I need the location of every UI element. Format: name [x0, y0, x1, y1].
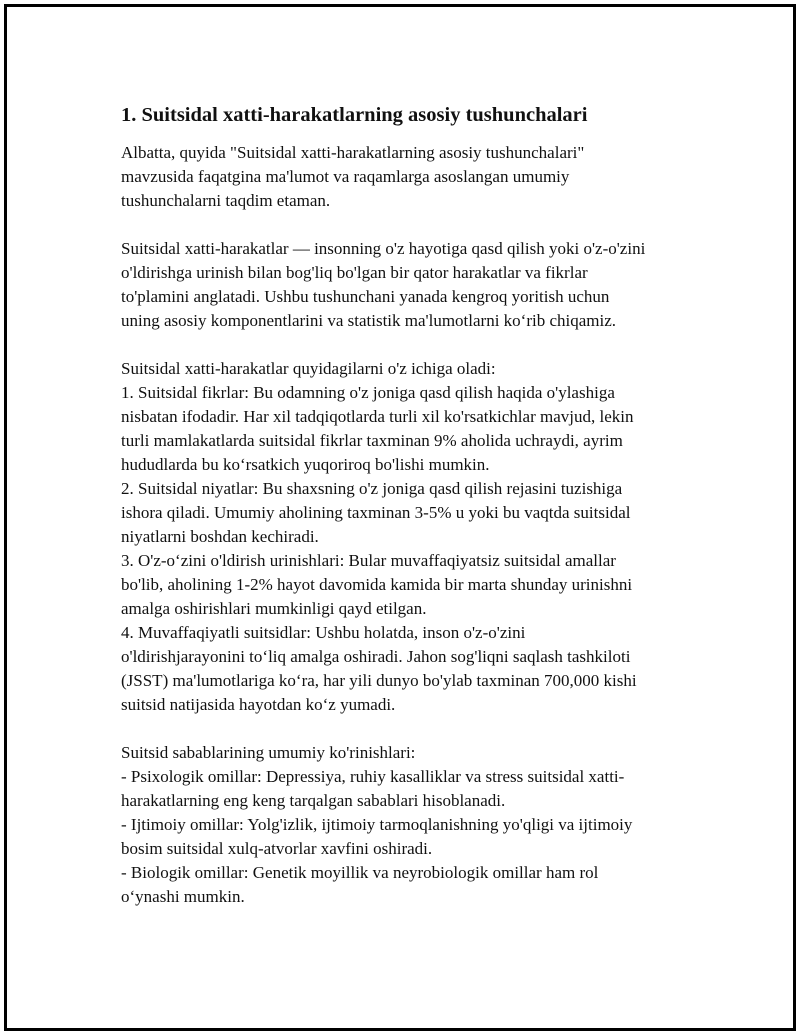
text-line: tushunchalarni taqdim etaman.: [121, 191, 331, 210]
text-line: mavzusida faqatgina ma'lumot va raqamlarga asoslangan umumiy: [121, 167, 570, 186]
text-line: turli mamlakatlarda suitsidal fikrlar taxminan 9% aholida uchraydi, ayrim: [121, 431, 623, 450]
components-paragraph: [121, 357, 701, 717]
paragraph-gap: [121, 213, 701, 237]
causes-paragraph: [121, 741, 701, 909]
text-line: o'ldirishga urinish bilan bog'liq bo'lgan bir qator harakatlar va fikrlar: [121, 263, 588, 282]
text-line: niyatlarni boshdan kechiradi.: [121, 527, 319, 546]
text-line: bo'lib, aholining 1-2% hayot davomida kamida bir marta shunday urinishni: [121, 575, 633, 594]
text-line: hududlarda bu ko‘rsatkich yuqoriroq bo'lishi mumkin.: [121, 455, 490, 474]
paragraph-gap: [121, 333, 701, 357]
page-frame: [4, 4, 796, 1031]
text-line: o‘ynashi mumkin.: [121, 887, 245, 906]
text-line: 1. Suitsidal fikrlar: Bu odamning o'z joniga qasd qilish haqida o'ylashiga: [121, 383, 615, 402]
document-title: 1. Suitsidal xatti-harakatlarning asosiy tushunchalari: [121, 104, 588, 126]
text-line: - Biologik omillar: Genetik moyillik va neyrobiologik omillar ham rol: [121, 863, 599, 882]
text-line: bosim suitsidal xulq-atvorlar xavfini oshiradi.: [121, 839, 433, 858]
paragraph-gap: [121, 717, 701, 741]
document-content: [121, 101, 701, 909]
text-line: (JSST) ma'lumotlariga ko‘ra, har yili dunyo bo'ylab taxminan 700,000 kishi: [121, 671, 637, 690]
text-line: - Psixologik omillar: Depressiya, ruhiy kasalliklar va stress suitsidal xatti-: [121, 767, 625, 786]
text-line: amalga oshirishlari mumkinligi qayd etilgan.: [121, 599, 427, 618]
text-line: o'ldirishjarayonini to‘liq amalga oshiradi. Jahon sog'liqni saqlash tashkiloti: [121, 647, 631, 666]
text-line: 4. Muvaffaqiyatli suitsidlar: Ushbu holatda, inson o'z-o'zini: [121, 623, 526, 642]
text-line: Suitsidal xatti-harakatlar — insonning o'z hayotiga qasd qilish yoki o'z-o'zini: [121, 239, 646, 258]
intro-paragraph: [121, 141, 701, 213]
text-line: - Ijtimoiy omillar: Yolg'izlik, ijtimoiy tarmoqlanishning yo'qligi va ijtimoiy: [121, 815, 633, 834]
definition-paragraph: [121, 237, 701, 333]
text-line: suitsid natijasida hayotdan ko‘z yumadi.: [121, 695, 396, 714]
text-line: to'plamini anglatadi. Ushbu tushunchani yanada kengroq yoritish uchun: [121, 287, 610, 306]
text-line: Suitsidal xatti-harakatlar quyidagilarni o'z ichiga oladi:: [121, 359, 496, 378]
text-line: nisbatan ifodadir. Har xil tadqiqotlarda turli xil ko'rsatkichlar mavjud, lekin: [121, 407, 634, 426]
text-line: Albatta, quyida "Suitsidal xatti-harakatlarning asosiy tushunchalari": [121, 143, 585, 162]
text-line: 3. O'z-o‘zini o'ldirish urinishlari: Bular muvaffaqiyatsiz suitsidal amallar: [121, 551, 616, 570]
text-line: uning asosiy komponentlarini va statistik ma'lumotlarni ko‘rib chiqamiz.: [121, 311, 617, 330]
text-line: ishora qiladi. Umumiy aholining taxminan 3-5% u yoki bu vaqtda suitsidal: [121, 503, 631, 522]
text-line: harakatlarning eng keng tarqalgan sabablari hisoblanadi.: [121, 791, 506, 810]
text-line: Suitsid sabablarining umumiy ko'rinishlari:: [121, 743, 416, 762]
text-line: 2. Suitsidal niyatlar: Bu shaxsning o'z joniga qasd qilish rejasini tuzishiga: [121, 479, 623, 498]
